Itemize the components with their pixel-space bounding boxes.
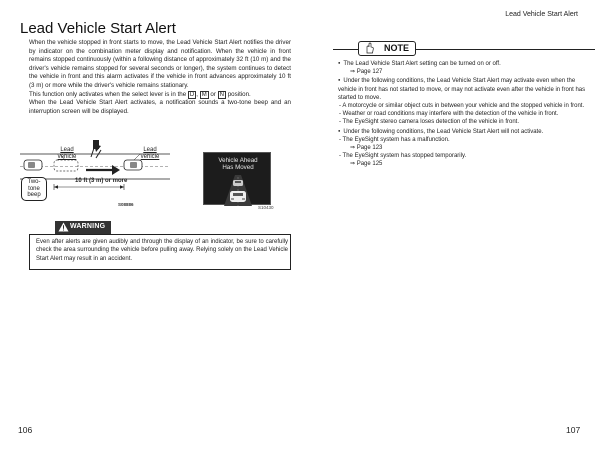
display-lead-car-icon: [233, 180, 243, 186]
note-subitem-malfunction: - The EyeSight system has a malfunction.: [339, 136, 450, 143]
note-subitem-weather: - Weather or road conditions may interfere with the detection of the vehicle in front.: [339, 111, 559, 118]
display-message-line-1: Vehicle Ahead: [218, 157, 258, 164]
note-label: NOTE: [384, 43, 410, 53]
or-text: or: [208, 90, 218, 98]
distance-label: 10 ft (3 m) or more: [75, 178, 128, 184]
note-item-1: ● The Lead Vehicle Start Alert setting can be turned on or off.: [338, 59, 588, 68]
gear-key-d: D: [189, 91, 195, 98]
alert-sound-icon: [91, 140, 101, 158]
own-vehicle-icon: [24, 160, 42, 170]
two-tone-beep-label: Two-tone beep: [21, 177, 47, 201]
page-reference-123[interactable]: ⇒ Page 123: [350, 145, 383, 152]
page-reference-127[interactable]: ⇒ Page 127: [350, 69, 383, 76]
page-number-left: 106: [18, 425, 33, 435]
section-title: Lead Vehicle Start Alert: [20, 20, 176, 37]
lead-vehicle-label-1: Lead vehicle: [57, 147, 77, 160]
page-reference-125[interactable]: ⇒ Page 125: [350, 161, 383, 168]
display-message: [204, 157, 272, 172]
note-subitem-stopped: - The EyeSight system has stopped temporarily.: [339, 153, 467, 160]
warning-triangle-icon: [58, 222, 69, 232]
gear-key-m: M: [201, 91, 207, 98]
start-alert-diagram: [20, 132, 170, 212]
figure-code-1: S08886: [118, 202, 134, 207]
paragraph-2-start: This function only activates when the select lever is in the: [29, 90, 188, 98]
meter-display-screen: [203, 152, 271, 205]
note-content: [338, 59, 588, 169]
comma: ,: [196, 90, 200, 98]
lead-vehicle-moved-icon: [124, 160, 142, 170]
note-item-2: ● Under the following conditions, the Lead Vehicle Start Alert may activate even when the vehicle in front has not started to move, or may not activate even after the vehicle in front has started to move.: [338, 76, 588, 102]
paragraph-2-end: position.: [226, 90, 251, 98]
warning-label: WARNING: [70, 223, 106, 230]
note-subitem-camera: - The EyeSight stereo camera loses detection of the vehicle in front.: [339, 119, 519, 126]
page-number-right: 107: [566, 425, 581, 435]
lead-vehicle-original-position-icon: [54, 160, 78, 171]
lead-vehicle-label-2: Lead vehicle: [140, 147, 160, 160]
display-message-line-2: Has Moved: [222, 164, 254, 172]
paragraph-2: [29, 91, 291, 100]
body-text: [29, 39, 291, 116]
warning-text: Even after alerts are given audibly and through the display of an indicator, be sure to carefully check the area surrounding the vehicle before pulling away. Relying solely on the Lead Vehicle Start Alert may result in an accident.: [36, 239, 288, 262]
note-item-3: ● Under the following conditions, the Lead Vehicle Start Alert will not activate.: [338, 127, 588, 136]
hand-pointer-icon: [363, 42, 375, 54]
display-own-car-icon: [230, 191, 246, 202]
running-header: Lead Vehicle Start Alert: [505, 11, 578, 18]
note-subitem-motorcycle: - A motorcycle or similar object cuts in between your vehicle and the stopped vehicle in front.: [339, 103, 585, 110]
figure-code-2: S10430: [258, 205, 274, 210]
paragraph-1: When the vehicle stopped in front starts to move, the Lead Vehicle Start Alert notifies the driver by indicator on the combination meter display and notification. When the vehicle in front remains stopped continuously (within a following distance of approximately 32 ft (10 m) and the driver's vehicle remains stopped for several seconds or longer), the system continues to detect the vehicle in front and this alarm activates if the vehicle in front advances approximately 10 ft (3 m) or more while the driver's vehicle remains stationary.: [29, 39, 291, 89]
gear-key-n: N: [219, 91, 224, 98]
distance-dimension-icon: [54, 184, 124, 190]
paragraph-3: When the Lead Vehicle Start Alert activates, a notification sounds a two-tone beep and an interruption screen will be displayed.: [29, 99, 291, 115]
